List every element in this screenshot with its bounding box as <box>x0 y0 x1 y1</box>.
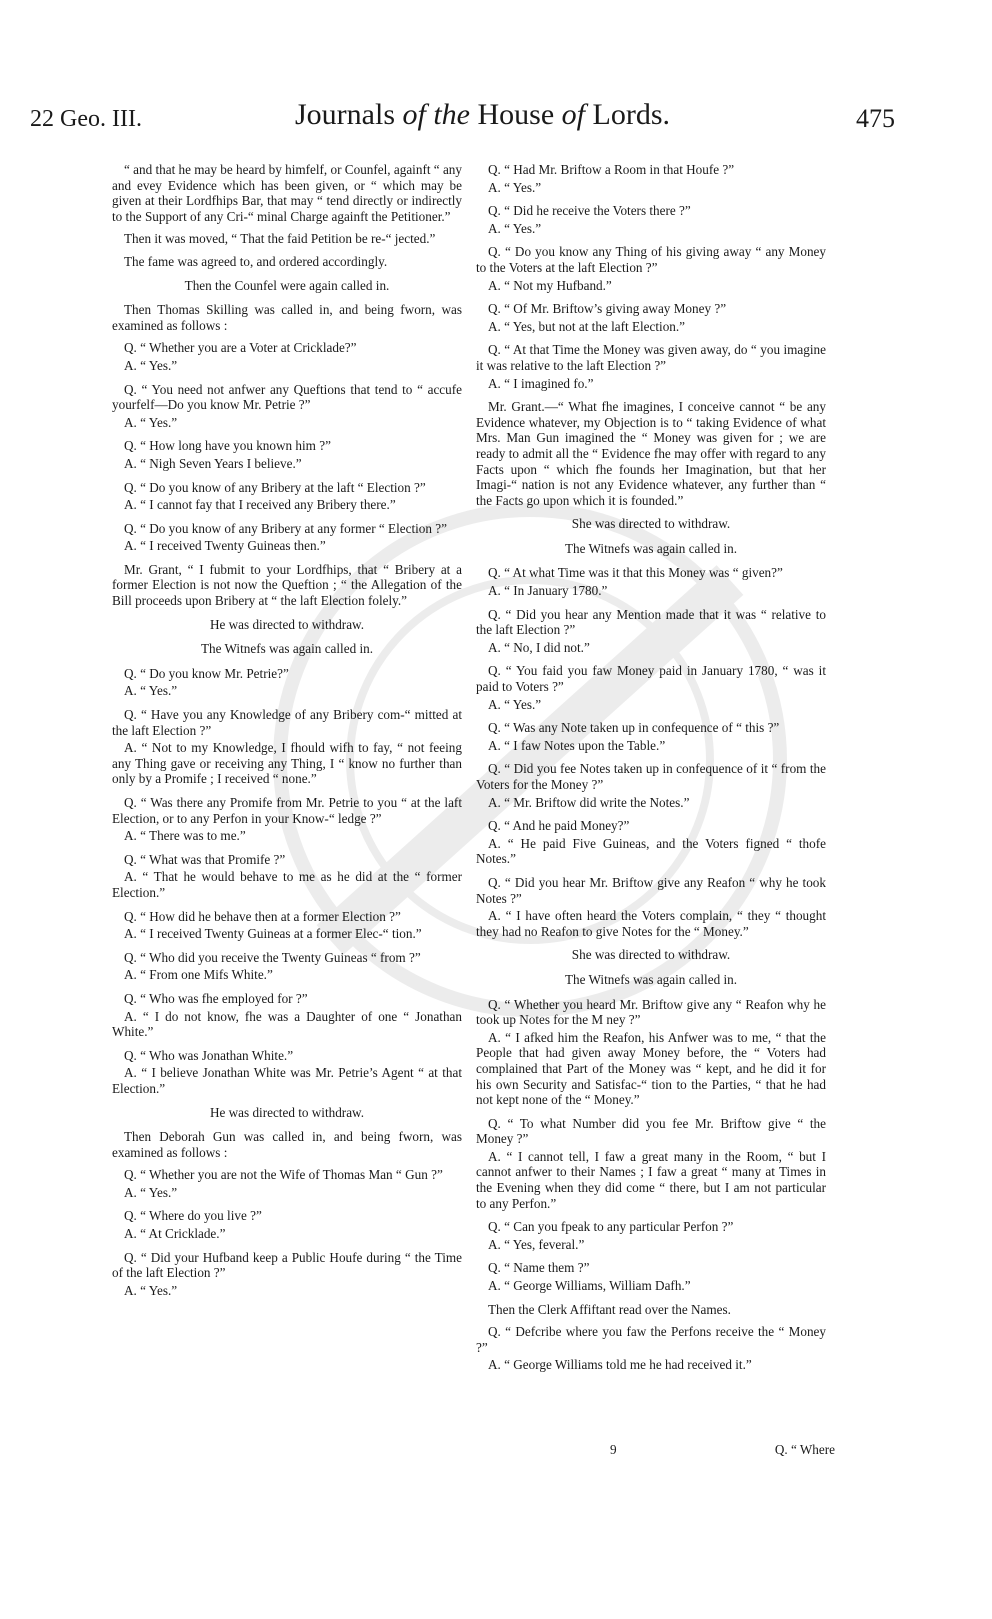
testimony-line: A. “ Yes.” <box>124 683 178 699</box>
centered-note: He was directed to withdraw. <box>209 616 365 632</box>
testimony-line: Q. “ Did you hear any Mention made that it was “ relative to the laft Election ?” <box>476 606 826 638</box>
testimony-line: A. “ I faw Notes upon the Table.” <box>488 737 666 753</box>
page-header <box>30 96 930 144</box>
centered-note: She was directed to withdraw. <box>571 947 731 963</box>
testimony-line: Q. “ Who was Jonathan White.” <box>124 1047 294 1063</box>
paragraph: The fame was agreed to, and ordered accordingly. <box>124 253 388 269</box>
testimony-line: A. “ Nigh Seven Years I believe.” <box>124 455 302 471</box>
testimony-line: A. “ Yes.” <box>124 1282 178 1298</box>
paragraph: Mr. Grant.—“ What fhe imagines, I conceive cannot “ be any Evidence whatever, my Objection is to “ taking Evidence of what Mrs. Man Gun imagined the “ Money was given for ; we are ready to admit all the “ Evidence fhe may offer with regard to any Facts upon “ which fhe founds her Imagination, but that her Imagi-“ nation is not any Evidence whatever, any further than “ the Facts go upon which it is founded.” <box>476 399 826 508</box>
centered-note: Then the Counfel were again called in. <box>184 277 390 293</box>
testimony-line: A. “ Not my Hufband.” <box>488 277 612 293</box>
testimony-line: A. “ Yes, feveral.” <box>488 1236 585 1252</box>
testimony-line: Q. “ Do you know Mr. Petrie?” <box>124 665 289 681</box>
centered-note: The Witnefs was again called in. <box>564 540 738 556</box>
page-footer <box>600 1442 835 1460</box>
testimony-line: A. “ Yes.” <box>488 696 542 712</box>
testimony-line: Q. “ What was that Promife ?” <box>124 851 286 867</box>
right-column <box>476 162 826 1375</box>
title-part: of <box>561 98 585 131</box>
testimony-line: A. “ I cannot fay that I received any Bribery there.” <box>124 497 396 513</box>
testimony-line: Q. “ Whether you are not the Wife of Thomas Man “ Gun ?” <box>124 1167 443 1183</box>
paragraph: “ and that he may be heard by himfelf, or Counfel, againft “ any and evey Evidence which has been given, or “ which may be given at their Lordfhips Bar, that may “ tend directly or indirectly to the Support of any Cri-“ minal Charge againft the Petitioner.” <box>112 162 462 224</box>
paragraph: Then the Clerk Affiftant read over the Names. <box>488 1301 731 1317</box>
testimony-line: Q. “ Can you fpeak to any particular Perfon ?” <box>488 1219 734 1235</box>
journal-title <box>295 98 670 132</box>
testimony-line: Q. “ To what Number did you fee Mr. Briftow give “ the Money ?” <box>476 1115 826 1147</box>
testimony-line: Q. “ Did you fee Notes taken up in confequence of it “ from the Voters for the Money ?” <box>476 761 826 792</box>
testimony-line: Q. “ Do you know of any Bribery at the laft “ Election ?” <box>124 479 426 495</box>
testimony-line: A. “ Yes.” <box>124 1184 178 1200</box>
testimony-line: Q. “ Name them ?” <box>488 1260 590 1276</box>
testimony-line: Q. “ And he paid Money?” <box>488 818 630 834</box>
testimony-line: Q. “ You need not anfwer any Queftions that tend to “ accufe yourfelf—Do you know Mr. Petrie ?” <box>112 381 462 413</box>
testimony-line: Q. “ Had Mr. Briftow a Room in that Houfe ?” <box>488 162 735 177</box>
testimony-line: A. “ Yes.” <box>124 357 178 373</box>
testimony-line: Q. “ You faid you faw Money paid in January 1780, “ was it paid to Voters ?” <box>476 663 826 695</box>
testimony-line: Q. “ Was there any Promife from Mr. Petrie to you “ at the laft Election, or to any Perfon in your Know-“ ledge ?” <box>112 795 462 826</box>
testimony-line: A. “ Yes.” <box>488 179 542 195</box>
testimony-line: A. “ Yes, but not at the laft Election.” <box>488 318 686 334</box>
testimony-line: A. “ In January 1780.” <box>488 583 608 599</box>
testimony-line: A. “ I believe Jonathan White was Mr. Petrie’s Agent “ at that Election.” <box>112 1065 462 1096</box>
centered-note: The Witnefs was again called in. <box>564 971 738 987</box>
testimony-line: A. “ At Cricklade.” <box>124 1226 226 1242</box>
testimony-line: Q. “ Defcribe where you faw the Perfons receive the “ Money ?” <box>476 1324 826 1355</box>
signature-mark: 9 <box>610 1442 617 1457</box>
testimony-line: A. “ That he would behave to me as he did at the “ former Election.” <box>112 869 462 900</box>
paragraph: Mr. Grant, “ I fubmit to your Lordfhips, that “ Bribery at a former Election is not now the Queftion ; “ the Allegation of the Bill proceeds upon Bribery at “ the laft Election folely.” <box>112 561 462 609</box>
testimony-line: A. “ I imagined fo.” <box>488 375 594 391</box>
testimony-line: Q. “ Who did you receive the Twenty Guineas “ from ?” <box>124 949 421 965</box>
testimony-line: Q. “ How long have you known him ?” <box>124 438 331 454</box>
testimony-line: A. “ There was to me.” <box>124 828 246 844</box>
page-number: 475 <box>856 104 895 133</box>
testimony-line: Q. “ Of Mr. Briftow’s giving away Money ?” <box>488 301 727 317</box>
testimony-line: Q. “ Whether you heard Mr. Briftow give any “ Reafon why he took up Notes for the M ney ?” <box>476 996 826 1028</box>
testimony-line: Q. “ Did you hear Mr. Briftow give any Reafon “ why he took Notes ?” <box>476 874 826 906</box>
testimony-line: A. “ No, I did not.” <box>488 639 590 655</box>
testimony-line: Q. “ Do you know any Thing of his giving away “ any Money to the Voters at the laft Election ?” <box>476 244 826 275</box>
centered-note: The Witnefs was again called in. <box>200 641 374 657</box>
testimony-line: Q. “ Do you know of any Bribery at any former “ Election ?” <box>124 520 447 536</box>
testimony-line: A. “ I have often heard the Voters complain, “ they “ thought they had no Reafon to give Notes for the “ Money.” <box>476 908 826 939</box>
testimony-line: Q. “ Where do you live ?” <box>124 1208 262 1224</box>
testimony-line: A. “ Mr. Briftow did write the Notes.” <box>488 794 690 810</box>
regnal-year: 22 Geo. III. <box>30 106 142 132</box>
testimony-line: Q. “ Who was fhe employed for ?” <box>124 990 308 1006</box>
paragraph: Then Deborah Gun was called in, and being fworn, was examined as follows : <box>112 1129 462 1160</box>
testimony-line: A. “ I received Twenty Guineas at a former Elec-“ tion.” <box>124 926 422 942</box>
testimony-line: A. “ Yes.” <box>488 220 542 236</box>
testimony-line: Q. “ Did your Hufband keep a Public Houfe during “ the Time of the laft Election ?” <box>112 1249 462 1281</box>
title-part: of the <box>402 98 470 131</box>
testimony-line: A. “ I afked him the Reafon, his Anfwer was to me, “ that the People that had given away Money before, the “ Voters had complained that Part of the Money was “ kept, and he did it for his own Security and Satisfac-“ tion to the Parties, “ that he had not kept none of the “ Money.” <box>476 1029 826 1108</box>
testimony-line: A. “ Not to my Knowledge, I fhould wifh to fay, “ not feeing any Thing gave or receiving any Thing, I “ know no further than only by a Promife ; I received “ none.” <box>112 740 462 787</box>
paragraph: Then it was moved, “ That the faid Petition be re-“ jected.” <box>124 231 436 247</box>
centered-note: He was directed to withdraw. <box>209 1104 365 1120</box>
testimony-line: Q. “ At that Time the Money was given away, do “ you imagine it was relative to the laft Election ?” <box>476 342 826 373</box>
testimony-line: A. “ I cannot tell, I faw a great many in the Room, “ but I cannot anfwer to their Names ; I faw a great “ many at Times in the Evening when they did come “ there, but I am not particular to any Perfon.” <box>476 1148 826 1211</box>
testimony-line: A. “ He paid Five Guineas, and the Voters figned “ thofe Notes.” <box>476 835 826 867</box>
testimony-line: A. “ I received Twenty Guineas then.” <box>124 538 326 554</box>
centered-note: She was directed to withdraw. <box>571 516 731 532</box>
title-part: Journals <box>295 98 403 131</box>
title-part: House <box>470 98 562 131</box>
paragraph: Then Thomas Skilling was called in, and being fworn, was examined as follows : <box>112 302 462 333</box>
testimony-line: A. “ Yes.” <box>124 414 178 430</box>
left-column <box>112 162 462 1306</box>
testimony-line: A. “ George Williams, William Dafh.” <box>488 1278 691 1294</box>
testimony-line: A. “ I do not know, fhe was a Daughter of one “ Jonathan White.” <box>112 1008 462 1040</box>
title-part: Lords. <box>585 98 670 131</box>
testimony-line: A. “ From one Mifs White.” <box>124 967 273 983</box>
testimony-line: Q. “ Was any Note taken up in confequence of “ this ?” <box>488 720 780 736</box>
testimony-line: Q. “ Have you any Knowledge of any Bribery com-“ mitted at the laft Election ?” <box>112 707 462 738</box>
testimony-line: A. “ George Williams told me he had received it.” <box>488 1357 752 1373</box>
testimony-line: Q. “ Whether you are a Voter at Cricklade?” <box>124 340 357 356</box>
catchword: Q. “ Where <box>774 1442 835 1457</box>
testimony-line: Q. “ How did he behave then at a former Election ?” <box>124 908 401 924</box>
testimony-line: Q. “ Did he receive the Voters there ?” <box>488 203 691 219</box>
testimony-line: Q. “ At what Time was it that this Money was “ given?” <box>488 565 783 581</box>
